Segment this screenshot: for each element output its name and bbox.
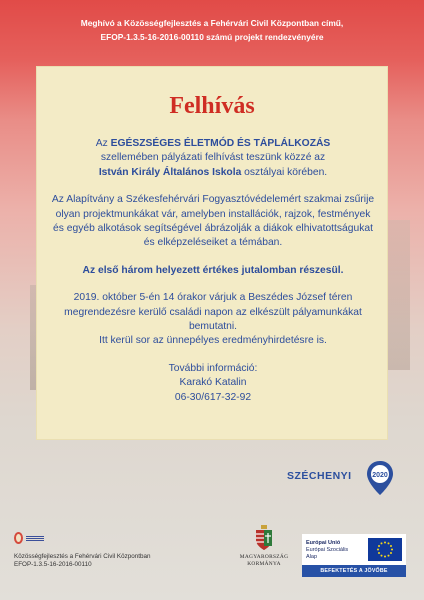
contact-label: További információ: xyxy=(168,362,258,374)
government-text xyxy=(228,554,300,567)
announcement-body xyxy=(51,137,375,418)
eu-flag-icon xyxy=(368,538,402,561)
eu-slogan: BEFEKTETÉS A JÖVŐBE xyxy=(302,565,406,577)
intro-topic: EGÉSZSÉGES ÉLETMÓD ÉS TÁPLÁLKOZÁS xyxy=(110,138,331,149)
footer-line-1: Közösségfejlesztés a Fehérvári Civil Központban xyxy=(14,553,151,560)
intro-tail: osztályai körében. xyxy=(241,166,328,178)
eu-text xyxy=(306,540,348,561)
invitation-header xyxy=(0,0,424,55)
eu-fund-logo xyxy=(302,534,406,577)
szechenyi-badge-icon xyxy=(365,460,395,496)
szechenyi-year: 2020 xyxy=(372,472,388,479)
announcement-panel xyxy=(36,66,388,440)
paragraph-intro xyxy=(51,137,375,180)
footer-line-2: EFOP-1.3.5-16-2016-00110 xyxy=(14,561,92,568)
header-line-2: EFOP-1.3.5-16-2016-00110 számú projekt rendezvényére xyxy=(100,32,324,42)
paragraph-description: Az Alapítvány a Székesfehérvári Fogyasztóvédelemért szakmai zsűrije olyan projektmunkákat vár, amelyben installációk, rajzok, festmények és egyéb alkotások segítségével ábrázolják a diákok elhivatottságukat és elképzeléseiket a témában. xyxy=(51,194,375,249)
eu-line-1: Európai Unió xyxy=(306,540,341,546)
coat-of-arms-icon xyxy=(254,525,274,551)
paragraph-results: Itt kerül sor az ünnepélyes eredményhirdetésre is. xyxy=(99,335,327,347)
civil-center-logo-lines xyxy=(26,536,44,541)
intro-middle: szellemében pályázati felhívást teszünk közzé az xyxy=(100,152,326,164)
hungarian-government-logo xyxy=(228,525,300,591)
szechenyi-label: SZÉCHENYI xyxy=(287,470,352,482)
eu-line-2: Európai Szociális xyxy=(306,547,349,553)
intro-lead: Az xyxy=(95,138,111,149)
government-line-1: MAGYARORSZÁG xyxy=(239,554,289,560)
government-line-2: KORMÁNYA xyxy=(247,560,281,567)
contact-name: Karakó Katalin xyxy=(179,377,247,389)
footer-text xyxy=(14,553,174,569)
page-title: Felhívás xyxy=(169,93,255,119)
intro-school: István Király Általános Iskola xyxy=(98,166,242,178)
paragraph-event: 2019. október 5-én 14 órakor várjuk a Beszédes József téren megrendezésre kerülő családi napon az elkészült pályamunkákat bemutatni. xyxy=(64,292,362,333)
paragraph-prize: Az első három helyezett értékes jutalomban részesül. xyxy=(82,264,344,276)
civil-center-logo xyxy=(14,528,44,548)
contact-info xyxy=(51,362,375,405)
contact-phone: 06-30/617-32-92 xyxy=(174,391,252,403)
civil-center-logo-icon xyxy=(14,532,23,544)
project-footer xyxy=(14,528,174,569)
eu-line-3: Alap xyxy=(306,554,318,560)
szechenyi-2020-logo xyxy=(287,460,397,498)
header-line-1: Meghívó a Közösségfejlesztés a Fehérvári Civil Központban című, xyxy=(80,18,344,28)
